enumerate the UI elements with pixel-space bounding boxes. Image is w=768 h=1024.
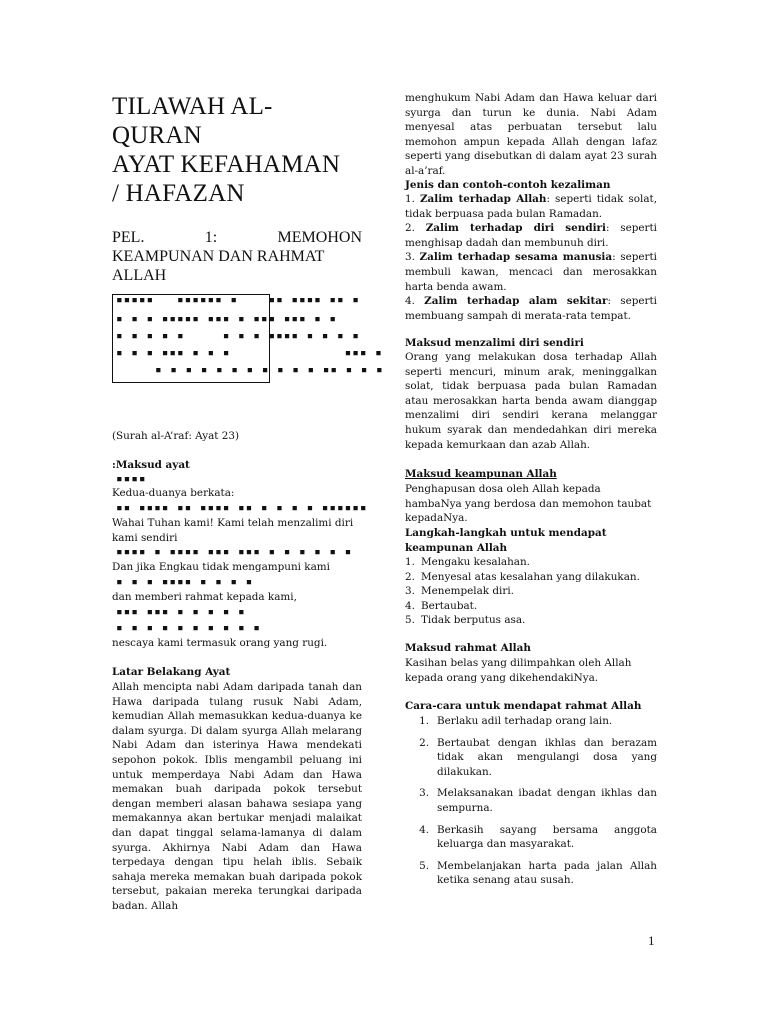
translation-line: nescaya kami termasuk orang yang rugi. <box>112 637 328 649</box>
arabic-word-glyphs: ▪ ▪ ▪ ▪ ▪ ▪ ▪ ▪ ▪ ▪ <box>116 621 261 634</box>
lesson-heading <box>112 228 362 285</box>
list-item: 1. Mengaku kesalahan. <box>405 556 530 568</box>
arabic-glyph-row: ▪ ▪ ▪ ▪ ▪ ▪ ▪ ▪ ▪ ▪ ▪ ▪▪ ▪ ▪ ▪ <box>155 363 384 376</box>
arabic-glyph-row: ▪ ▪ ▪ ▪▪▪▪▪ ▪▪▪ ▪ ▪▪▪ ▪▪▪ ▪ ▪ <box>116 312 338 325</box>
kezaliman-item: 1. Zalim terhadap Allah: seperti tidak solat, tidak berpuasa pada bulan Ramadan. <box>405 193 657 220</box>
rahmat-heading: Maksud rahmat Allah <box>405 642 531 654</box>
cara-list <box>405 714 657 895</box>
maksud-ayat-heading: :Maksud ayat <box>112 459 190 471</box>
title-line: AYAT KEFAHAMAN <box>112 151 341 178</box>
kezaliman-item: 2. Zalim terhadap diri sendiri: seperti menghisap dadah dan membunuh diri. <box>405 222 657 249</box>
langkah-heading: Langkah-langkah untuk mendapat keampunan Allah <box>405 527 607 554</box>
keampunan-body: Penghapusan dosa oleh Allah kepada hambaNya yang berdosa dan memohon taubat kepadaNya. <box>405 483 652 525</box>
kezaliman-heading: Jenis dan contoh-contoh kezaliman <box>405 179 611 191</box>
lesson-line: ALLAH <box>112 267 167 284</box>
title-line: QURAN <box>112 122 202 149</box>
list-item: 5. Tidak berputus asa. <box>405 614 526 627</box>
menzalimi-body: Orang yang melakukan dosa terhadap Allah seperti mencuri, minum arak, meninggalkan solat, tidak berpuasa pada bulan Ramadan atau merosakkan harta benda awam dianggap menzalimi diri sendiri kerana melanggar hukum syarak dan mendedahkan diri mereka kepada kemurkaan dan azab Allah. <box>405 351 657 451</box>
document-title <box>112 92 372 208</box>
kezaliman-item: 3. Zalim terhadap sesama manusia: seperti membuli kawan, mencaci dan merosakkan harta benda awam. <box>405 251 657 293</box>
list-item: 2. Bertaubat dengan ikhlas dan berazam tidak akan mengulangi dosa yang dilakukan. <box>419 736 657 778</box>
arabic-glyph-row: ▪▪▪▪▪ ▪▪▪▪▪▪ ▪ ▪▪ ▪▪▪▪ ▪▪ ▪ <box>116 293 360 306</box>
translation-line: dan memberi rahmat kepada kami, <box>112 591 297 603</box>
list-item: 3. Melaksanakan ibadat dengan ikhlas dan sempurna. <box>419 787 657 814</box>
lesson-line: PEL. 1: MEMOHON <box>112 229 362 246</box>
list-item: 3. Menempelak diri. <box>405 585 514 598</box>
keampunan-heading: Maksud keampunan Allah <box>405 468 557 480</box>
latar-heading: Latar Belakang Ayat <box>112 666 231 678</box>
verse-reference: (Surah al-A’raf: Ayat 23) <box>112 430 240 442</box>
list-item: 5. Membelanjakan harta pada jalan Allah ketika senang atau susah. <box>419 859 657 887</box>
lesson-line: KEAMPUNAN DAN RAHMAT <box>112 248 325 265</box>
translation-line: Kedua-duanya berkata: <box>112 487 235 499</box>
list-item: 2. Menyesal atas kesalahan yang dilakukan. <box>405 570 640 583</box>
arabic-word-glyphs: ▪▪▪▪ ▪ ▪▪▪▪ ▪▪▪ ▪▪▪ ▪ ▪ ▪ ▪ ▪ ▪ <box>116 545 353 558</box>
translation-line: Wahai Tuhan kami! Kami telah menzalimi diri kami sendiri <box>112 517 354 544</box>
langkah-list <box>405 555 657 628</box>
cara-heading: Cara-cara untuk mendapat rahmat Allah <box>405 700 642 712</box>
arabic-glyph-row: ▪ ▪ ▪ ▪ ▪ ▪ ▪ ▪ ▪▪▪▪ ▪ ▪ ▪ ▪ <box>116 329 360 342</box>
page-number: 1 <box>648 933 655 948</box>
arabic-word-glyphs: ▪ ▪ ▪ ▪▪▪▪ ▪ ▪ ▪ ▪ <box>116 575 254 588</box>
arabic-word-glyphs: ▪▪▪▪ <box>116 472 147 485</box>
menzalimi-heading: Maksud menzalimi diri sendiri <box>405 337 584 349</box>
list-item: 4. Berkasih sayang bersama anggota keluarga dan masyarakat. <box>419 823 657 851</box>
title-line: / HAFAZAN <box>112 180 245 207</box>
translation-line: Dan jika Engkau tidak mengampuni kami <box>112 561 330 573</box>
arabic-word-glyphs: ▪▪ ▪▪▪▪ ▪▪ ▪▪▪▪ ▪▪ ▪ ▪ ▪ ▪ ▪▪▪▪▪▪ <box>116 501 368 514</box>
list-item: 1. Berlaku adil terhadap orang lain. <box>419 715 613 727</box>
kezaliman-item: 4. Zalim terhadap alam sekitar: seperti membuang sampah di merata-rata tempat. <box>405 295 657 322</box>
list-item: 4. Bertaubat. <box>405 599 478 612</box>
latar-body: Allah mencipta nabi Adam daripada tanah dan Hawa daripada tulang rusuk Nabi Adam, kemudian Allah memasukkan kedua-duanya ke dalam syurga. Di dalam syurga Allah melarang Nabi Adam dan isterinya Hawa mendekati sepohon pokok. Iblis mengambil peluang ini untuk memperdaya Nabi Adam dan Hawa memakan buah daripada pokok tersebut dengan memberi alasan bahawa sesiapa yang memakannya akan bertukar menjadi malaikat dan dapat tinggal selama-lamanya di dalam syurga. Akhirnya Nabi Adam dan Hawa terpedaya dengan tipu helah iblis. Sebaik sahaja mereka memakan buah daripada pokok tersebut, pakaian mereka terungkai daripada badan. Allah <box>112 681 362 912</box>
arabic-glyph-row: ▪ ▪ ▪ ▪▪▪ ▪ ▪ ▪ ▪▪▪ ▪ <box>116 346 383 359</box>
arabic-word-glyphs: ▪▪▪ ▪▪▪ ▪ ▪ ▪ ▪ ▪ <box>116 605 246 618</box>
latar-body-continued: menghukum Nabi Adam dan Hawa keluar dari syurga dan turun ke dunia. Nabi Adam menyesal atas perbuatan tersebut lalu memohon ampun kepada Allah dengan lafaz seperti yang disebutkan di dalam ayat 23 surah al-a’raf. <box>405 92 657 177</box>
rahmat-body: Kasihan belas yang dilimpahkan oleh Allah kepada orang yang dikehendakiNya. <box>405 657 632 684</box>
title-line: TILAWAH AL- <box>112 93 273 120</box>
kezaliman-list <box>405 192 657 323</box>
